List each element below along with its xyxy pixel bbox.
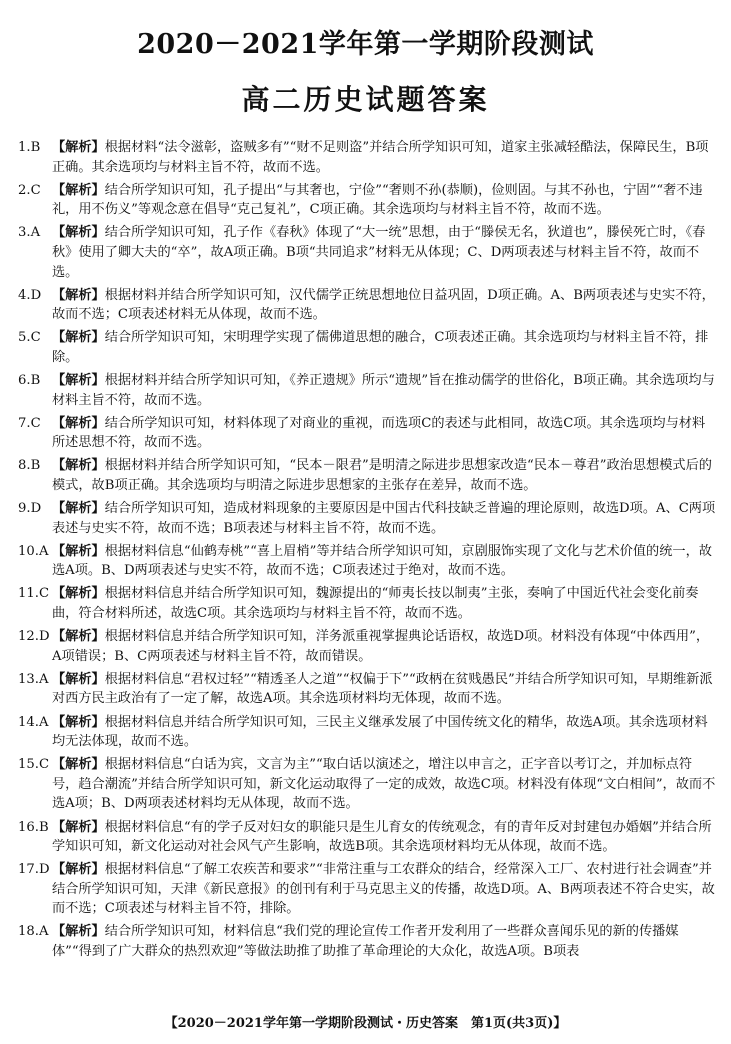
analysis-text: 根据材料并结合所学知识可知，“民本－限君”是明清之际进步思想家改造“民本－尊君”政治思想模式后的模式，故B项正确。其余选项均与明清之际进步思想家的主张存在差异，故而不选。 <box>52 458 712 493</box>
answer-item-10 <box>18 542 718 581</box>
analysis-text: 根据材料信息“君权过轻”“精透圣人之道”“权偏于下”“政柄在贫贱愚民”并结合所学知识可知，早期维新派对西方民主政治有了一定了解，故选A项。其余选项材料均无体现，故而不选。 <box>52 671 713 707</box>
analysis-tag: 【解析】 <box>52 543 105 559</box>
analysis-tag: 【解析】 <box>52 501 105 517</box>
answer-item-3 <box>18 223 718 282</box>
analysis-tag: 【解析】 <box>52 629 105 645</box>
answer-number: 10.A <box>18 543 49 559</box>
analysis-tag: 【解析】 <box>52 330 105 346</box>
answer-item-4 <box>18 286 718 325</box>
answer-number: 3.A <box>18 225 41 241</box>
analysis-text: 结合所学知识可知，材料体现了对商业的重视，而选项C的表述与此相同，故选C项。其余选项均与材料所述思想不符，故而不选。 <box>52 415 706 451</box>
analysis-tag: 【解析】 <box>52 415 105 431</box>
answer-item-15 <box>18 755 718 814</box>
answer-number: 7.C <box>18 415 41 431</box>
page-title: 2020－2021学年第一学期阶段测试 <box>137 29 594 60</box>
answer-item-18 <box>18 922 718 961</box>
analysis-text: 结合所学知识可知，孔子提出“与其奢也，宁俭”“奢则不孙(恭顺)，俭则固。与其不孙也，宁固”“奢不违礼，用不伤义”等观念意在倡导“克己复礼”，C项正确。其余选项均与材料主旨不符，故而不选。 <box>52 182 703 218</box>
answer-item-6 <box>18 371 718 410</box>
analysis-text: 根据材料并结合所学知识可知，汉代儒学正统思想地位日益巩固，D项正确。A、B两项表述与史实不符，故而不选；C项表述材料无从体现，故而不选。 <box>52 287 715 323</box>
analysis-text: 根据材料信息并结合所学知识可知，三民主义继承发展了中国传统文化的精华，故选A项。其余选项材料均无法体现，故而不选。 <box>52 714 708 750</box>
analysis-tag: 【解析】 <box>52 757 105 773</box>
analysis-tag: 【解析】 <box>52 586 105 602</box>
answer-item-9 <box>18 499 718 538</box>
answer-number: 14.A <box>18 714 49 730</box>
analysis-tag: 【解析】 <box>52 140 105 155</box>
analysis-text: 根据材料信息并结合所学知识可知，洋务派重视掌握典论话语权，故选D项。材料没有体现“中体西用”，A项错误；B、C两项表述与材料主旨不符，故而错误。 <box>52 629 710 664</box>
page-footer: 【2020－2021学年第一学期阶段测试・历史答案 第1页(共3页)】 <box>164 1016 567 1031</box>
answer-number: 4.D <box>18 287 42 303</box>
analysis-text: 结合所学知识可知，孔子作《春秋》体现了“大一统”思想，由于“滕侯无名，狄道也”，滕侯死亡时，《春秋》使用了卿大夫的“卒”，故A项正确。B项“共同追求”材料无从体现；C、D两项表述与材料主旨不符，故而不选。 <box>52 225 706 280</box>
answer-item-2 <box>18 181 718 220</box>
answer-number: 16.B <box>18 819 49 835</box>
answer-number: 5.C <box>18 330 41 346</box>
analysis-tag: 【解析】 <box>52 225 105 241</box>
answer-number: 11.C <box>18 586 50 602</box>
analysis-tag: 【解析】 <box>52 671 105 687</box>
analysis-tag: 【解析】 <box>52 862 105 878</box>
analysis-text: 根据材料并结合所学知识可知，《养正遗规》所示“遗规”旨在推动儒学的世俗化，B项正确。其余选项均与材料主旨不符，故而不选。 <box>52 373 715 408</box>
analysis-text: 根据材料信息“了解工农疾苦和要求”“非常注重与工农群众的结合，经常深入工厂、农村进行社会调查”并结合所学知识可知，天津《新民意报》的创刊有利于马克思主义的传播，故选D项。A、B两项表述不符合史实，故而不选；C项表述与材料主旨不符，排除。 <box>52 862 715 917</box>
answer-item-7 <box>18 414 718 453</box>
answer-number: 17.D <box>18 862 50 878</box>
analysis-text: 根据材料信息“白话为宾，文言为主”“取白话以演述之，增注以申言之，正字音以考订之，并加标点符号，趋合潮流”并结合所学知识可知，新文化运动取得了一定的成效，故选C项。材料没有体现“文白相间”，故而不选A项；B、D两项表述材料均无从体现，故而不选。 <box>52 757 716 812</box>
answer-item-8 <box>18 456 718 495</box>
analysis-text: 结合所学知识可知，造成材料现象的主要原因是中国古代科技缺乏普遍的理论原则，故选D项。A、C两项表述与史实不符，故而不选；B项表述与材料主旨不符，故而不选。 <box>52 501 716 536</box>
answer-number: 6.B <box>18 373 41 389</box>
answer-number: 9.D <box>18 501 42 517</box>
analysis-text: 根据材料信息并结合所学知识可知，魏源提出的“师夷长技以制夷”主张，奏响了中国近代社会变化前奏曲，符合材料所述，故选C项。其余选项均与材料主旨不符，故而不选。 <box>52 586 699 622</box>
analysis-text: 根据材料信息“有的学子反对妇女的职能只是生儿育女的传统观念，有的青年反对封建包办婚姻”并结合所学知识可知，新文化运动对社会风气产生影响，故选B项。其余选项材料均无从体现，故而不选。 <box>52 819 712 855</box>
answer-number: 8.B <box>18 458 41 474</box>
analysis-tag: 【解析】 <box>52 373 105 389</box>
answer-item-1 <box>18 138 718 177</box>
answer-item-5 <box>18 328 718 367</box>
page-subtitle: 高二历史试题答案 <box>241 83 490 116</box>
answer-number: 15.C <box>18 757 50 773</box>
analysis-tag: 【解析】 <box>52 182 105 198</box>
answer-item-16 <box>18 818 718 857</box>
analysis-tag: 【解析】 <box>52 458 105 474</box>
answer-number: 12.D <box>18 629 50 645</box>
answer-item-17 <box>18 860 718 919</box>
analysis-tag: 【解析】 <box>52 924 105 940</box>
analysis-tag: 【解析】 <box>52 714 105 730</box>
analysis-text: 根据材料信息“仙鹤寿桃”“喜上眉梢”等并结合所学知识可知，京剧服饰实现了文化与艺术价值的统一，故选A项。B、D两项表述与史实不符，故而不选；C项表述过于绝对，故而不选。 <box>52 543 712 579</box>
answer-number: 1.B <box>18 140 41 155</box>
answer-item-11 <box>18 584 718 623</box>
answer-number: 2.C <box>18 182 41 198</box>
answer-number: 18.A <box>18 924 49 940</box>
answer-item-12 <box>18 627 718 666</box>
analysis-text: 结合所学知识可知，宋明理学实现了儒佛道思想的融合，C项表述正确。其余选项均与材料主旨不符，排除。 <box>52 330 709 365</box>
analysis-tag: 【解析】 <box>52 819 105 835</box>
analysis-text: 根据材料“法令滋彰，盗贼多有”“财不足则盗”并结合所学知识可知，道家主张减轻酷法，保障民生，B项正确。其余选项均与材料主旨不符，故而不选。 <box>52 140 709 175</box>
answer-item-13 <box>18 670 718 709</box>
answer-number: 13.A <box>18 671 49 687</box>
answer-list <box>18 138 718 965</box>
answer-item-14 <box>18 713 718 752</box>
analysis-text: 结合所学知识可知，材料信息“我们党的理论宣传工作者开发利用了一些群众喜闻乐见的新的传播媒体”“得到了广大群众的热烈欢迎”等做法助推了助推了革命理论的大众化，故选A项。B项表 <box>52 924 679 960</box>
analysis-tag: 【解析】 <box>52 287 105 303</box>
